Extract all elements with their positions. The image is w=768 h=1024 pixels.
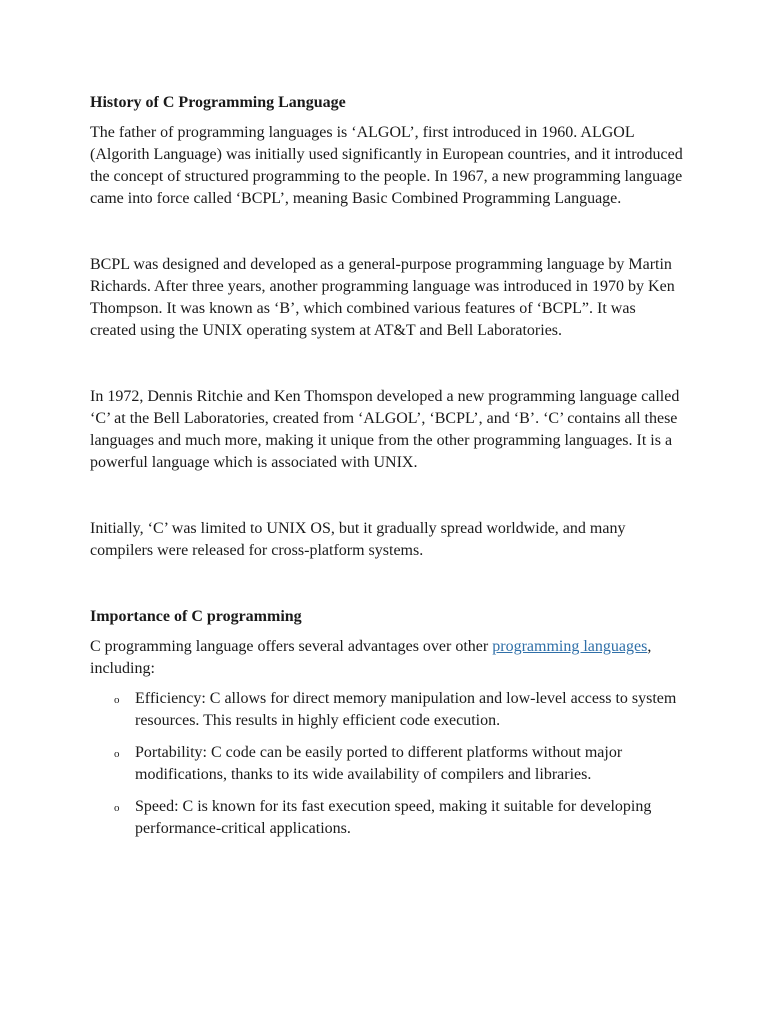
intro-text-after: , including:	[90, 638, 652, 677]
section-heading-history: History of C Programming Language	[90, 94, 346, 111]
hollow-bullet-icon: o	[114, 802, 120, 814]
list-item-efficiency	[90, 688, 685, 732]
paragraph-spread: Initially, ‘C’ was limited to UNIX OS, but it gradually spread worldwide, and many compilers were released for cross-platform systems.	[90, 520, 626, 559]
list-item-text: Efficiency: C allows for direct memory manipulation and low-level access to system resources. This results in highly efficient code execution.	[135, 690, 677, 729]
hollow-bullet-icon: o	[114, 748, 120, 760]
list-item-text: Speed: C is known for its fast execution speed, making it suitable for developing performance-critical applications.	[135, 798, 652, 837]
paragraph-bcpl: BCPL was designed and developed as a general-purpose programming language by Martin Richards. After three years, another programming language was introduced in 1970 by Ken Thompson. It was known as ‘B’, which combined various features of ‘BCPL”. It was created using the UNIX operating system at AT&T and Bell Laboratories.	[90, 256, 675, 339]
paragraph-algol: The father of programming languages is ‘ALGOL’, first introduced in 1960. ALGOL (Algorith Language) was initially used significantly in European countries, and it introduced the concept of structured programming to the people. In 1967, a new programming language came into force called ‘BCPL’, meaning Basic Combined Programming Language.	[90, 124, 683, 207]
list-item-text: Portability: C code can be easily ported to different platforms without major modifications, thanks to its wide availability of compilers and libraries.	[135, 744, 623, 783]
paragraph-c-origin: In 1972, Dennis Ritchie and Ken Thomspon developed a new programming language called ‘C’ at the Bell Laboratories, created from ‘ALGOL’, ‘BCPL’, and ‘B’. ‘C’ contains all these languages and much more, making it unique from the other programming languages. It is a powerful language which is associated with UNIX.	[90, 388, 680, 471]
hollow-bullet-icon: o	[114, 694, 120, 706]
programming-languages-link[interactable]: programming languages	[492, 638, 648, 655]
list-item-speed	[90, 796, 685, 840]
advantages-list	[90, 688, 685, 840]
paragraph-importance-intro	[90, 636, 685, 680]
section-heading-importance: Importance of C programming	[90, 608, 302, 625]
document-page	[90, 92, 685, 850]
list-item-portability	[90, 742, 685, 786]
intro-text-before: C programming language offers several advantages over other	[90, 638, 493, 655]
